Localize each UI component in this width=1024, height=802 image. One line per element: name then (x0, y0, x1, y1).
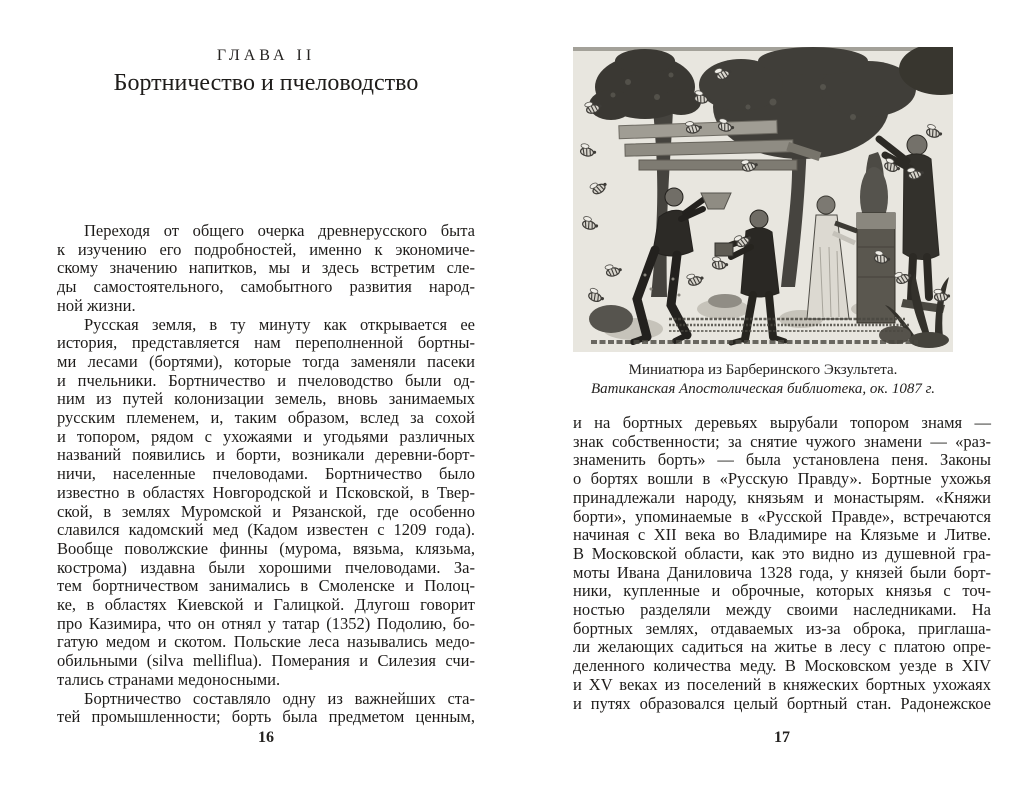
text-line: бортных землях, отдаваемых из-за оброка, приглаша- (573, 618, 991, 638)
text-line: гатую медом и скотом. Польские леса назывались медо- (57, 632, 475, 652)
text-line: про Казимира, что он отнял у татар (1352) Подолию, бо- (57, 613, 475, 633)
chapter-heading: ГЛАВА II (216, 47, 316, 64)
text-line: к изучению его подробностей, именно к экономиче- (57, 239, 475, 259)
text-line: моты Ивана Даниловича 1328 года, у князей были борт- (573, 562, 991, 582)
text-line: русским племенем, и, таким образом, вслед за сохой (57, 408, 475, 428)
text-line: В Московской области, как это видно из душевной гра- (573, 543, 991, 563)
text-line: и пчельники. Бортничество и пчеловодство были од- (57, 370, 475, 390)
right-page (573, 0, 991, 802)
text-line: ники, купленные и оброчные, которых князья с точ- (573, 581, 991, 601)
text-line: и на бортных деревьях вырубали топором знамя — (573, 413, 991, 432)
figure-caption-line2: Ватиканская Апостолическая библиотека, ок. 1087 г. (590, 380, 936, 397)
text-line: славился кадомский мед (Кадом известен с 1209 года). (57, 520, 475, 540)
miniature-figure (573, 47, 953, 398)
left-page (57, 0, 475, 802)
text-line: ностью разделяли между своими наследниками. На (573, 600, 991, 620)
text-line: деленного количества меду. В Московском уезде в XIV (573, 656, 991, 676)
text-line: и путях образовался целый бортный стан. Радонежское (573, 693, 991, 713)
text-line: ды самостоятельного, самобытного развития народ- (57, 277, 475, 297)
text-line: ской, в землях Муромской и Рязанской, где особенно (57, 501, 475, 521)
paragraph (573, 414, 991, 713)
text-line: о бортях вошли в «Русскую Правду». Бортные ухожья (573, 469, 991, 489)
text-line: история, представляется нам переполненной бортны- (57, 333, 475, 353)
text-line: ли желающих садиться на житье в лесу с платою опре- (573, 637, 991, 657)
page-number-right: 17 (774, 729, 790, 746)
text-line: и XV веках из поселений в княжеских бортных ухожаях (573, 674, 991, 694)
text-line: ничи, населенные пчеловодами. Бортничество было (57, 464, 475, 484)
text-line: скому значению напитков, мы и здесь встретим сле- (57, 258, 475, 278)
text-line: Бортничество составляло одну из важнейших ста- (84, 688, 475, 708)
text-line: ним из путей колонизации земель, вновь занимаемых (57, 389, 475, 409)
miniature-illustration (573, 47, 953, 352)
text-line: и топором, рядом с ухожаями и угодьями различных (57, 426, 475, 446)
text-line: ми лесами (бортями), которые тогда заменяли пасеки (57, 351, 475, 371)
paragraph (57, 690, 475, 727)
right-page-body (573, 414, 991, 713)
text-line: тались странами медоносными. (57, 669, 281, 689)
text-line: ке, в областях Киевской и Галицкой. Длугош говорит (57, 595, 475, 615)
text-line: Вообще поволжские финны (мурома, вязьма, клязьма, (57, 538, 475, 558)
paragraph (57, 316, 475, 690)
text-line: ной жизни. (57, 295, 136, 315)
text-line: тем бортничеством занимались в Смоленске и Полоц- (57, 576, 475, 596)
text-line: Переходя от общего очерка древнерусского быта (84, 221, 475, 240)
figure-caption-line1: Миниатюра из Барберинского Экзультета. (628, 362, 898, 378)
text-line: названий появились и борти, возникали деревни-борт- (57, 445, 475, 465)
text-line: обильными (silva melliflua). Померания и Силезия счи- (57, 651, 475, 671)
text-line: борти», упоминаемые в «Русской Правде», встречаются (573, 506, 991, 526)
left-page-body (57, 222, 475, 727)
paragraph (57, 222, 475, 316)
text-line: известно в областях Новгородской и Псковской, в Твер- (57, 482, 475, 502)
text-line: кострома) издавна были хорошими пчеловодами. За- (57, 557, 475, 577)
page-number-left: 16 (258, 729, 274, 746)
figure-caption (573, 361, 953, 398)
text-line: принадлежали народу, князьям и монастырям. «Княжи (573, 487, 991, 507)
text-line: тей промышленности; борть была предметом ценным, (57, 707, 475, 727)
text-line: Русская земля, в ту минуту как открывается ее (84, 314, 475, 334)
text-line: знак собственности; за снятие чужого знамени — «раз- (573, 431, 991, 451)
chapter-title: Бортничество и пчеловодство (113, 70, 419, 96)
text-line: начиная с XII века во Владимире на Клязьме и Литве. (573, 525, 991, 545)
text-line: знаменить борть» — была установлена пеня. Законы (573, 450, 991, 470)
